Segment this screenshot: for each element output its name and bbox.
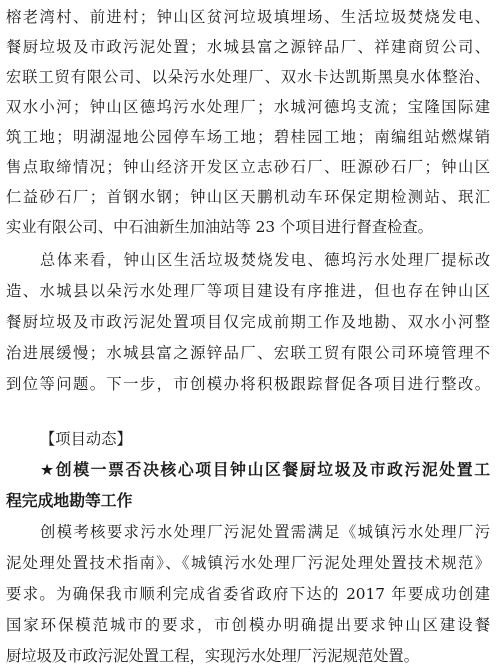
news-headline-line: 程完成地勘等工作	[6, 491, 133, 510]
section-title: 【项目动态】	[40, 430, 132, 448]
text-line: 国家环保模范城市的要求，市创模办明确提出要求钟山区建设餐	[6, 616, 490, 634]
text-line: 筑工地；明湖湿地公园停车场工地；碧桂园工地；南编组站燃煤销	[6, 128, 490, 146]
text-line: 治进展缓慢；水城县富之源锌品厂、宏联工贸有限公司环境管理不	[6, 344, 490, 362]
text-line: 售点取缔情况；钟山经济开发区立志砂石厂、旺源砂石厂；钟山区	[6, 158, 490, 176]
news-headline-line: ★创模一票否决核心项目钟山区餐厨垃圾及市政污泥处置工	[40, 460, 490, 479]
text-line: 双水小河；钟山区德坞污水处理厂；水城河德坞支流；宝隆国际建	[6, 98, 490, 116]
text-line: 总体来看，钟山区生活垃圾焚烧发电、德坞污水处理厂提标改	[40, 251, 490, 269]
text-line: 厨垃圾及市政污泥处置工程，实现污水处理厂污泥规范处置。	[6, 647, 420, 665]
text-line: 实业有限公司、中石油新生加油站等 23 个项目进行督查检查。	[6, 218, 433, 236]
text-line: 仁益砂石厂；首钢水钢；钟山区天鹏机动车环保定期检测站、珉汇	[6, 188, 490, 206]
text-line: 餐厨垃圾及市政污泥处置项目仅完成前期工作及地勘、双水小河整	[6, 313, 490, 331]
text-line: 宏联工贸有限公司、以朵污水处理厂、双水卡达凯斯黑臭水体整治、	[6, 68, 490, 86]
text-line: 泥处理处置技术指南》、《城镇污水处理厂污泥处理处置技术规范》	[6, 554, 490, 572]
text-line: 要求。为确保我市顺利完成省委省政府下达的 2017 年要成功创建	[6, 585, 490, 603]
text-line: 榕老湾村、前进村；钟山区贫河垃圾填埋场、生活垃圾焚烧发电、	[6, 8, 490, 26]
text-line: 造、水城县以朵污水处理厂等项目建设有序推进，但也存在钟山区	[6, 282, 490, 300]
text-line: 创模考核要求污水处理厂污泥处置需满足《城镇污水处理厂污	[40, 523, 490, 541]
text-line: 到位等问题。下一步，市创模办将积极跟踪督促各项目进行整改。	[6, 375, 490, 393]
text-line: 餐厨垃圾及市政污泥处置；水城县富之源锌品厂、祥建商贸公司、	[6, 38, 490, 56]
